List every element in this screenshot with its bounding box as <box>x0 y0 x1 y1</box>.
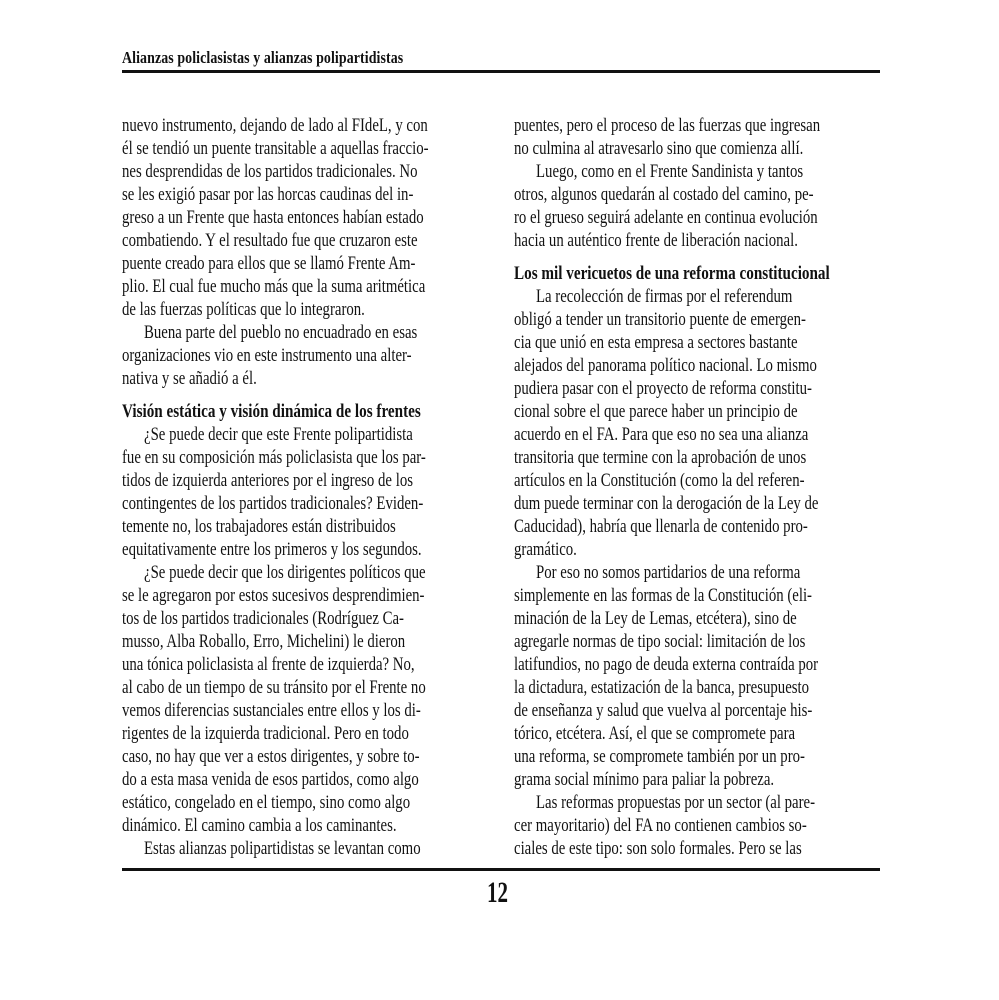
text-line-content: se les exigió pasar por las horcas caudinas del in- <box>122 185 414 205</box>
text-line-content: plio. El cual fue mucho más que la suma aritmética <box>122 277 426 297</box>
text-line <box>514 792 880 815</box>
text-line <box>514 746 880 769</box>
text-line <box>514 608 880 631</box>
text-line <box>514 470 880 493</box>
text-line-content: obligó a tender un transitorio puente de emergen- <box>514 310 806 330</box>
text-line <box>122 838 488 861</box>
text-line <box>122 700 488 723</box>
text-line <box>514 401 880 424</box>
text-line-content: combatiendo. Y el resultado fue que cruzaron este <box>122 231 418 251</box>
text-line-content: minación de la Ley de Lemas, etcétera), sino de <box>514 609 797 629</box>
text-line <box>514 631 880 654</box>
text-line <box>514 585 880 608</box>
text-line <box>122 493 488 516</box>
text-line <box>514 378 880 401</box>
text-line <box>122 184 488 207</box>
text-line <box>122 470 488 493</box>
text-line <box>514 115 880 138</box>
text-line <box>514 539 880 562</box>
text-line-content: Buena parte del pueblo no encuadrado en esas <box>144 323 418 343</box>
text-line <box>122 723 488 746</box>
text-line-content: Luego, como en el Frente Sandinista y tantos <box>536 162 804 182</box>
text-line <box>514 424 880 447</box>
text-line-content: nes desprendidas de los partidos tradicionales. No <box>122 162 418 182</box>
text-line <box>122 230 488 253</box>
text-line <box>514 332 880 355</box>
text-line-content: tórico, etcétera. Así, el que se compromete para <box>514 724 796 744</box>
text-line-content: transitoria que termine con la aprobación de unos <box>514 448 807 468</box>
text-line-content: Los mil vericuetos de una reforma constitucional <box>514 264 830 284</box>
text-line-content: la dictadura, estatización de la banca, presupuesto <box>514 678 810 698</box>
text-line <box>514 516 880 539</box>
text-line <box>122 447 488 470</box>
text-line-content: ciales de este tipo: son solo formales. Pero se las <box>514 839 802 859</box>
text-line-content: de las fuerzas políticas que lo integraron. <box>122 300 365 320</box>
text-line-content: nativa y se añadió a él. <box>122 369 257 389</box>
text-line <box>122 792 488 815</box>
text-line-content: agregarle normas de tipo social: limitación de los <box>514 632 806 652</box>
text-line-content: puente creado para ellos que se llamó Frente Am- <box>122 254 416 274</box>
text-line-content: cer mayoritario) del FA no contienen cambios so- <box>514 816 807 836</box>
text-line-content: acuerdo en el FA. Para que eso no sea una alianza <box>514 425 809 445</box>
text-line-content: caso, no hay que ver a estos dirigentes, y sobre to- <box>122 747 420 767</box>
text-line <box>122 253 488 276</box>
text-line <box>122 815 488 838</box>
text-line <box>122 516 488 539</box>
text-line <box>122 161 488 184</box>
text-line-content: tidos de izquierda anteriores por el ingreso de los <box>122 471 413 491</box>
text-line-content: simplemente en las formas de la Constitución (eli- <box>514 586 812 606</box>
text-line <box>514 654 880 677</box>
text-line <box>122 608 488 631</box>
text-line <box>122 368 488 391</box>
text-line <box>122 539 488 562</box>
page-number: 12 <box>487 876 508 909</box>
text-line-content: una tónica policlasista al frente de izquierda? No, <box>122 655 415 675</box>
text-line <box>514 447 880 470</box>
text-line <box>514 184 880 207</box>
text-line <box>514 286 880 309</box>
text-line <box>122 746 488 769</box>
text-line <box>514 230 880 253</box>
text-line-content: ro el grueso seguirá adelante en continua evolución <box>514 208 818 228</box>
text-line <box>514 207 880 230</box>
text-line-content: dum puede terminar con la derogación de la Ley de <box>514 494 819 514</box>
text-line <box>122 585 488 608</box>
section-heading <box>122 401 488 424</box>
text-line <box>122 276 488 299</box>
text-line-content: equitativamente entre los primeros y los segundos. <box>122 540 422 560</box>
text-line-content: grama social mínimo para paliar la pobreza. <box>514 770 775 790</box>
text-line <box>122 562 488 585</box>
text-line <box>514 769 880 792</box>
text-line <box>514 493 880 516</box>
text-line <box>122 345 488 368</box>
text-line <box>122 299 488 322</box>
text-line-content: nuevo instrumento, dejando de lado al FIdeL, y con <box>122 116 428 136</box>
text-line <box>122 424 488 447</box>
text-line <box>514 355 880 378</box>
text-line <box>122 115 488 138</box>
text-line-content: Estas alianzas polipartidistas se levantan como <box>144 839 421 859</box>
text-line <box>514 138 880 161</box>
text-line-content: Por eso no somos partidarios de una reforma <box>536 563 801 583</box>
text-line <box>122 322 488 345</box>
text-line-content: pudiera pasar con el proyecto de reforma constitu- <box>514 379 812 399</box>
text-line-content: ¿Se puede decir que los dirigentes políticos que <box>144 563 426 583</box>
footer-rule <box>122 868 880 871</box>
text-line <box>514 161 880 184</box>
text-line-content: dinámico. El camino cambia a los caminantes. <box>122 816 397 836</box>
text-line-content: organizaciones vio en este instrumento una alter- <box>122 346 412 366</box>
text-line-content: gramático. <box>514 540 577 560</box>
text-line-content: fue en su composición más policlasista que los par- <box>122 448 426 468</box>
text-line-content: rigentes de la izquierda tradicional. Pero en todo <box>122 724 409 744</box>
left-column <box>122 115 488 861</box>
text-line <box>514 815 880 838</box>
text-line-content: de enseñanza y salud que vuelva al porcentaje his- <box>514 701 813 721</box>
text-line-content: tos de los partidos tradicionales (Rodríguez Ca- <box>122 609 404 629</box>
text-line-content: se le agregaron por estos sucesivos desprendimien- <box>122 586 425 606</box>
text-line-content: greso a un Frente que hasta entonces habían estado <box>122 208 424 228</box>
text-line-content: alejados del panorama político nacional. Lo mismo <box>514 356 817 376</box>
text-line <box>122 677 488 700</box>
text-line-content: Visión estática y visión dinámica de los frentes <box>122 402 421 422</box>
right-column <box>514 115 880 861</box>
text-line-content: musso, Alba Roballo, Erro, Michelini) le dieron <box>122 632 406 652</box>
text-line <box>122 769 488 792</box>
text-line-content: Caducidad), habría que llenarla de contenido pro- <box>514 517 808 537</box>
text-line-content: artículos en la Constitución (como la del referen- <box>514 471 805 491</box>
text-line-content: puentes, pero el proceso de las fuerzas que ingresan <box>514 116 821 136</box>
text-line <box>122 207 488 230</box>
text-line-content: una reforma, se compromete también por un pro- <box>514 747 805 767</box>
text-line-content: vemos diferencias sustanciales entre ellos y los di- <box>122 701 421 721</box>
text-line-content: otros, algunos quedarán al costado del camino, pe- <box>514 185 814 205</box>
text-line <box>122 654 488 677</box>
text-line-content: él se tendió un puente transitable a aquellas fraccio- <box>122 139 429 159</box>
text-line <box>514 677 880 700</box>
text-line <box>514 723 880 746</box>
text-line-content: estático, congelado en el tiempo, sino como algo <box>122 793 411 813</box>
text-line-content: do a esta masa venida de esos partidos, como algo <box>122 770 419 790</box>
text-line <box>514 309 880 332</box>
text-line-content: hacia un auténtico frente de liberación nacional. <box>514 231 798 251</box>
text-line <box>122 631 488 654</box>
text-line-content: temente no, los trabajadores están distribuidos <box>122 517 396 537</box>
text-line-content: no culmina al atravesarlo sino que comienza allí. <box>514 139 804 159</box>
section-heading <box>514 263 880 286</box>
text-line <box>514 838 880 861</box>
text-line-content: cional sobre el que parece haber un principio de <box>514 402 798 422</box>
text-line-content: La recolección de firmas por el referendum <box>536 287 793 307</box>
text-line <box>514 562 880 585</box>
text-line-content: Las reformas propuestas por un sector (al pare- <box>536 793 816 813</box>
text-line-content: latifundios, no pago de deuda externa contraída por <box>514 655 819 675</box>
text-line-content: contingentes de los partidos tradicionales? Eviden- <box>122 494 424 514</box>
text-line-content: cia que unió en esta empresa a sectores bastante <box>514 333 798 353</box>
text-line-content: ¿Se puede decir que este Frente polipartidista <box>144 425 413 445</box>
text-line-content: al cabo de un tiempo de su tránsito por el Frente no <box>122 678 426 698</box>
running-head: Alianzas policlasistas y alianzas polipartidistas <box>122 48 404 67</box>
text-line <box>514 700 880 723</box>
text-line <box>122 138 488 161</box>
header-rule <box>122 70 880 73</box>
